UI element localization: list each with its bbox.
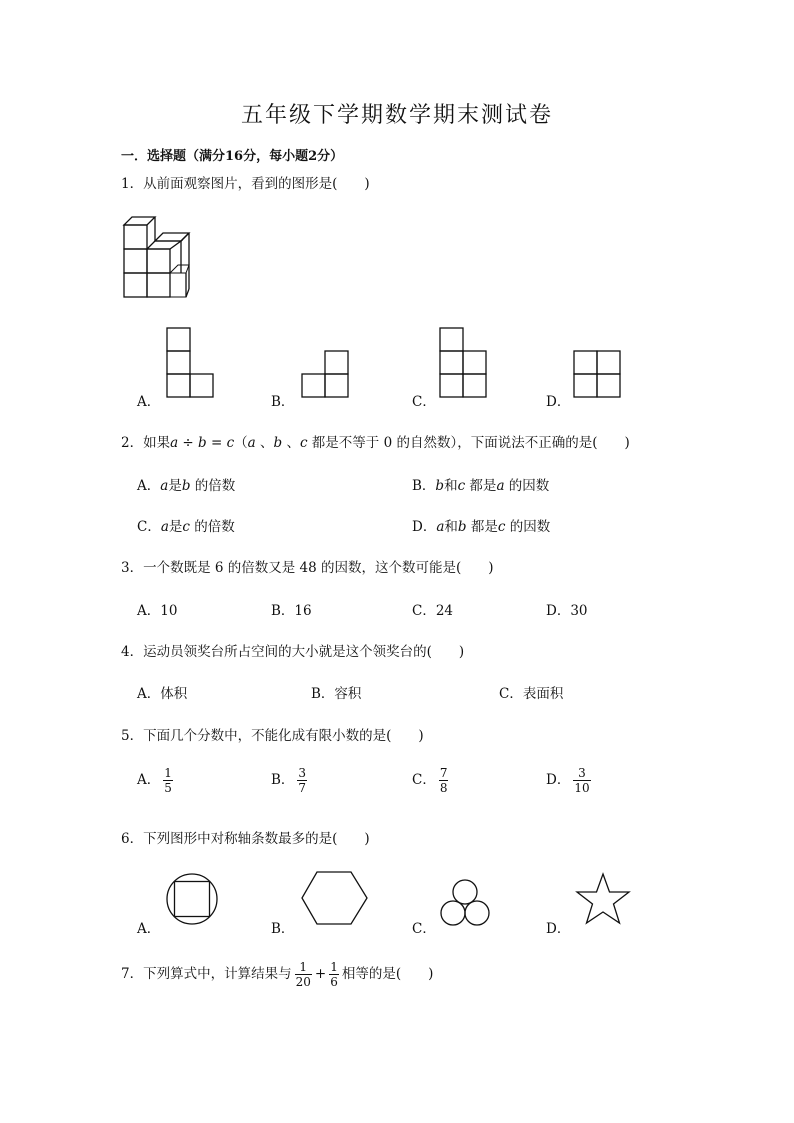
- denominator: 8: [439, 781, 448, 795]
- var: a: [496, 478, 505, 494]
- q5-option-b: [271, 766, 310, 795]
- q3-option-d: D．30: [546, 603, 588, 619]
- denominator: 20: [295, 975, 311, 989]
- var: c: [457, 478, 466, 494]
- q3-option-c: C．24: [412, 603, 454, 619]
- var: a: [160, 478, 169, 494]
- numerator: 3: [573, 766, 590, 781]
- var: a: [160, 519, 169, 535]
- fraction: [573, 766, 590, 795]
- q1-option-b-label: B．: [271, 394, 295, 410]
- numerator: 1: [330, 960, 338, 974]
- q3-option-a: A．10: [137, 603, 178, 619]
- q6-option-d-label: D．: [546, 921, 571, 937]
- q4-option-c: C．表面积: [499, 686, 564, 702]
- q2-option-c: [137, 515, 235, 535]
- option-label: A．: [137, 478, 161, 494]
- q2-var-a: a: [247, 435, 256, 451]
- step-shape-view-icon: [301, 350, 351, 400]
- q2-sep: 、: [282, 435, 300, 451]
- text: 都是: [465, 478, 497, 494]
- text: 和: [444, 519, 458, 535]
- q6-option-b-label: B．: [271, 921, 295, 937]
- option-label: B．: [412, 478, 436, 494]
- var: b: [435, 478, 445, 494]
- text: 是: [168, 519, 183, 535]
- text: 和: [444, 478, 458, 494]
- fraction: [295, 960, 312, 989]
- var: a: [436, 519, 445, 535]
- q3-option-b: B．16: [271, 603, 312, 619]
- fraction: [329, 960, 339, 989]
- var: b: [457, 519, 467, 535]
- denominator: 5: [164, 781, 172, 795]
- numerator: 3: [298, 766, 307, 780]
- q7-prefix: 7．下列算式中，计算结果与: [121, 966, 292, 982]
- option-label: D．: [546, 772, 571, 788]
- numerator: 1: [295, 960, 312, 975]
- numerator: 1: [164, 766, 172, 780]
- page-title: 五年级下学期数学期末测试卷: [240, 103, 553, 128]
- option-label: B．: [271, 772, 295, 788]
- q2-sep: 、: [255, 435, 274, 451]
- l-shape-view-icon: [166, 327, 216, 399]
- q2-option-b: [412, 474, 549, 494]
- q5-option-c: [412, 766, 451, 795]
- text: 的倍数: [189, 519, 235, 535]
- q5-option-a: [137, 766, 176, 795]
- question-1-stem: 1．从前面观察图片，看到的图形是( ): [121, 176, 370, 192]
- circle-with-square-icon: [165, 872, 221, 928]
- denominator: 10: [574, 781, 590, 795]
- question-4-stem: 4．运动员领奖台所占空间的大小就是这个领奖台的( ): [121, 644, 465, 660]
- plus-sign: +: [314, 966, 327, 982]
- q6-option-a-label: A．: [137, 921, 161, 937]
- q1-option-a-label: A．: [137, 394, 161, 410]
- var: c: [497, 519, 506, 535]
- q1-option-c-label: C．: [412, 394, 436, 410]
- fraction: [439, 766, 449, 795]
- q5-option-d: [546, 766, 594, 795]
- cube-stack-3d-icon: [118, 210, 198, 305]
- q4-option-b: B．容积: [311, 686, 362, 702]
- q2-option-a: [137, 474, 235, 494]
- q4-option-a: A．体积: [137, 686, 188, 702]
- text: 的因数: [505, 519, 551, 535]
- q7-suffix: 相等的是( ): [341, 966, 434, 982]
- hexagon-icon: [301, 871, 371, 927]
- denominator: 7: [298, 781, 307, 795]
- option-label: A．: [137, 772, 161, 788]
- q2-var-c: c: [299, 435, 308, 451]
- question-6-stem: 6．下列图形中对称轴条数最多的是( ): [121, 831, 370, 847]
- tall-step-view-icon: [439, 327, 489, 399]
- text: 都是: [466, 519, 498, 535]
- star-icon: [574, 872, 634, 928]
- q2-prefix: 2．如果: [121, 435, 171, 451]
- option-label: C．: [137, 519, 161, 535]
- question-2-stem: [121, 431, 630, 451]
- option-label: C．: [412, 772, 436, 788]
- question-5-stem: 5．下面几个分数中，不能化成有限小数的是( ): [121, 728, 424, 744]
- q1-option-d-label: D．: [546, 394, 571, 410]
- q6-option-c-label: C．: [412, 921, 436, 937]
- text: 是: [168, 478, 182, 494]
- q2-paren: （: [234, 435, 248, 451]
- q2-option-d: [412, 515, 550, 535]
- question-3-stem: 3．一个数既是 6 的倍数又是 48 的因数，这个数可能是( ): [121, 560, 494, 576]
- fraction: [297, 766, 307, 795]
- var: b: [181, 478, 191, 494]
- var: c: [182, 519, 190, 535]
- q2-expression: a ÷ b = c: [170, 435, 235, 451]
- square-2x2-view-icon: [573, 350, 623, 400]
- option-label: D．: [412, 519, 437, 535]
- question-7-stem: [121, 960, 433, 989]
- numerator: 7: [439, 766, 448, 780]
- fraction: [163, 766, 173, 795]
- denominator: 6: [330, 975, 338, 989]
- text: 的倍数: [190, 478, 236, 494]
- q2-var-b: b: [273, 435, 283, 451]
- three-circles-icon: [439, 879, 493, 929]
- q2-suffix: 都是不等于 0 的自然数），下面说法不正确的是( ): [307, 435, 630, 451]
- section-header: 一．选择题（满分16分，每小题2分）: [121, 149, 344, 164]
- text: 的因数: [504, 478, 550, 494]
